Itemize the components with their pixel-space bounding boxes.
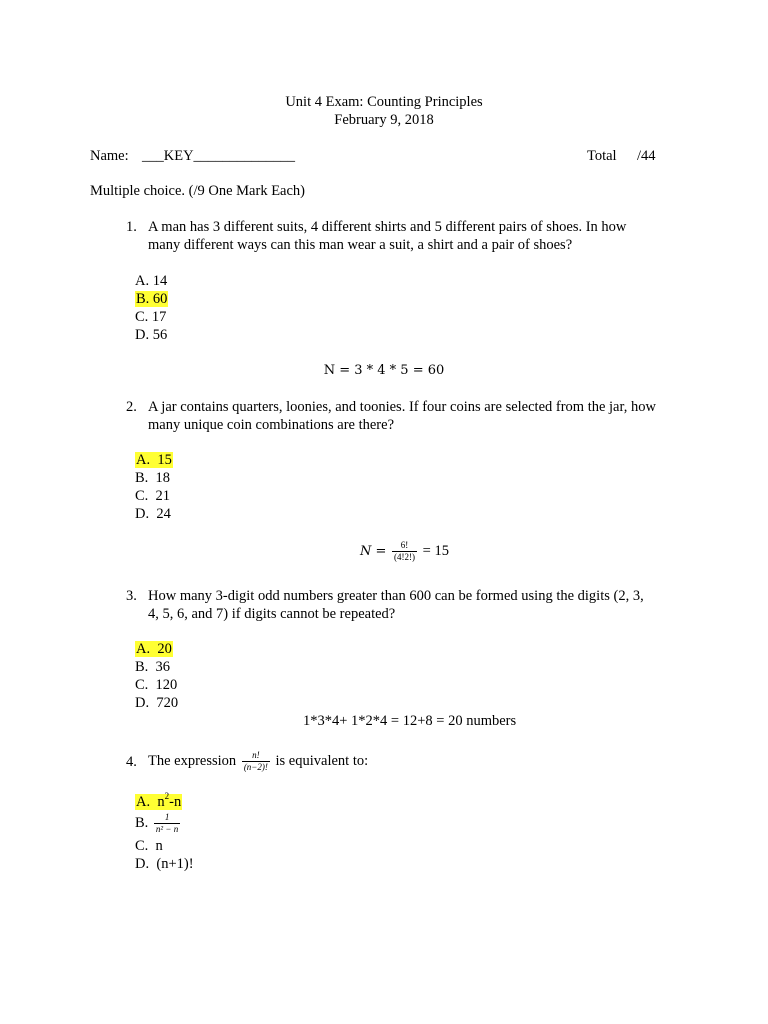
option-b: B. $\frac{1}{\text{n² − n}}$ (135, 812, 179, 835)
expression-fraction: $\frac{n!}{(n-2)!}$ (243, 750, 268, 773)
question-text: 4, 5, 6, and 7) if digits cannot be repeated? (148, 606, 396, 622)
option-b-correct: B. 60 (136, 291, 168, 307)
option-a-correct: A. 20 (136, 641, 172, 657)
option-c: C. n (135, 838, 163, 854)
option-b: B. 36 (135, 659, 171, 675)
option-a-correct: A. $n^2-n$ (136, 791, 182, 810)
option-b-fraction: $\frac{1}{\text{n² − n}}$ (155, 812, 179, 835)
question-text: many different ways can this man wear a suit, a shirt and a pair of shoes? (148, 237, 573, 253)
question-number: 4. (126, 754, 137, 770)
option-a-correct: A. 15 (136, 452, 172, 468)
option-c: C. 21 (135, 488, 171, 504)
option-d: D. 24 (135, 506, 171, 522)
option-d: D. 720 (135, 695, 179, 711)
solution: 1*3*4+ 1*2*4 = 12+8 = 20 numbers (303, 713, 517, 729)
total-label: Total (587, 148, 617, 164)
question-text: A man has 3 different suits, 4 different shirts and 5 different pairs of shoes. In how (148, 219, 627, 235)
name-value: ___KEY______________ (142, 148, 296, 164)
section-heading: Multiple choice. (/9 One Mark Each) (90, 183, 306, 199)
question-number: 1. (126, 219, 137, 235)
question-text: The expression $\frac{n!}{(n-2)!}$ is equivalent to: (148, 750, 369, 773)
option-c: C. 17 (135, 309, 167, 325)
question-text: many unique coin combinations are there? (148, 417, 395, 433)
option-a: A. 14 (135, 273, 168, 289)
name-label: Name: (90, 148, 129, 164)
option-b: B. 18 (135, 470, 171, 486)
option-d: D. (n+1)! (135, 856, 194, 872)
exam-date: February 9, 2018 (334, 112, 434, 128)
question-text: A jar contains quarters, loonies, and toonies. If four coins are selected from the jar, how (148, 399, 656, 415)
solution: N = 3 * 4 * 5 = 60 (323, 363, 445, 378)
question-number: 2. (126, 399, 137, 415)
option-d: D. 56 (135, 327, 168, 343)
question-text: How many 3-digit odd numbers greater than 600 can be formed using the digits (2, 3, (148, 588, 644, 604)
total-value: /44 (637, 148, 656, 164)
exam-title: Unit 4 Exam: Counting Principles (285, 94, 483, 110)
solution-fraction: $\frac{6!}{(4!2!)}$ (394, 540, 416, 563)
question-number: 3. (126, 588, 137, 604)
option-c: C. 120 (135, 677, 178, 693)
solution: N = $\frac{6!}{(4!2!)}$ = 15 (360, 540, 449, 563)
